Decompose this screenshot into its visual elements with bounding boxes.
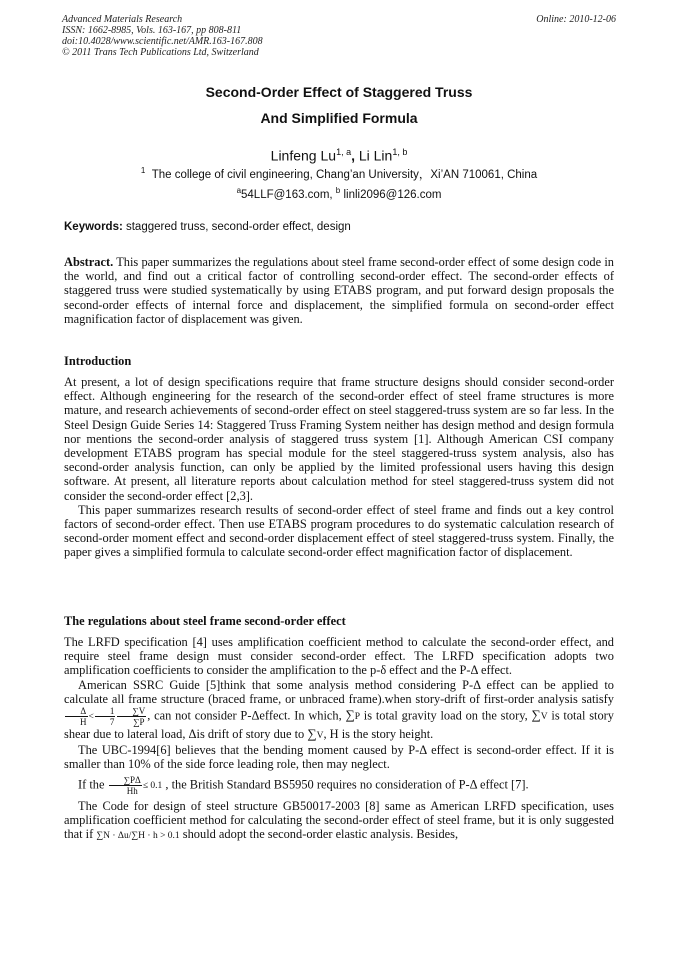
email-line	[62, 184, 616, 202]
reg-p2-text-e: , H is the story height.	[323, 727, 434, 742]
sum-p-symbol	[345, 708, 360, 722]
eq2-relation: ≤ 0.1	[142, 780, 163, 791]
paper-title-line1: Second-Order Effect of Staggered Truss	[205, 84, 473, 100]
reg-p4-text-a: If the	[78, 776, 108, 791]
paper-title-line2: And Simplified Formula	[260, 110, 418, 126]
journal-header	[62, 14, 616, 58]
affiliation-number: 1	[140, 166, 146, 175]
sum-v-letter-1: V	[540, 712, 548, 723]
journal-issn: ISSN: 1662-8985, Vols. 163-167, pp 808-811	[62, 25, 242, 36]
keywords-label: Keywords:	[64, 221, 123, 233]
email-b-sup: b	[335, 186, 341, 195]
author-2: Li Lin	[358, 147, 393, 164]
eq1-num-one: 1	[95, 706, 116, 717]
author-1: Linfeng Lu	[270, 147, 337, 164]
journal-name: Advanced Materials Research	[62, 14, 183, 25]
regulations-body	[64, 635, 614, 843]
eq1-den-sump: ∑P	[133, 717, 145, 728]
sum-p-letter: P	[354, 712, 361, 723]
sigma-glyph-3: ∑	[307, 726, 317, 742]
reg-p5-text-a: The Code for design of steel structure GB50017-2003 [8] same as American LRFD specification, uses amplification coefficient method for calculating the second-order effect of steel frame, but it is only suggested that if	[64, 798, 614, 842]
email-a-sup: a	[236, 186, 242, 195]
bs5950-equation	[108, 774, 163, 796]
eq1-den-h: H	[80, 717, 87, 728]
journal-copyright: © 2011 Trans Tech Publications Ltd, Switzerland	[62, 47, 259, 58]
sum-v-symbol-2	[307, 727, 323, 741]
eq1-num-delta: Δ	[65, 706, 88, 717]
abstract-label: Abstract.	[64, 255, 114, 269]
author-1-sup: 1, a	[336, 147, 352, 157]
email-b: linli2096@126.com	[343, 188, 442, 201]
author-2-sup: 1, b	[392, 147, 408, 157]
introduction-body	[64, 375, 614, 560]
reg-p5-text-b: should adopt the second-order elastic analysis. Besides,	[179, 827, 459, 842]
affiliation-text: The college of civil engineering, Chang’an University，Xi’AN 710061, China	[151, 168, 538, 181]
author-line	[62, 144, 616, 164]
introduction-heading: Introduction	[64, 354, 132, 368]
regulations-paragraph-2	[64, 678, 614, 744]
regulations-paragraph-3: The UBC-1994[6] believes that the bending moment caused by P-Δ effect is second-order effect. If it is smaller than 10% of the side force leading role, then may neglect.	[64, 743, 614, 772]
online-date: Online: 2010-12-06	[536, 14, 616, 25]
eq1-num-sumv: ∑V	[117, 706, 146, 717]
eq1-lt: <	[88, 712, 94, 723]
sigma-glyph-2: ∑	[531, 707, 541, 723]
eq2-num: ∑PΔ	[109, 775, 142, 786]
affiliation	[62, 164, 616, 182]
journal-doi: doi:10.4028/www.scientific.net/AMR.163-167.808	[62, 36, 263, 47]
introduction-paragraph-1: At present, a lot of design specifications require that frame structure designs should consider second-order effect. Although engineering for the research of the second-order effect of steel frame structures is more mature, and research achievements of second-order effect on steel staggered-truss system are so far less. In the Steel Design Guide Series 14: Staggered Truss Framing System neither has design method and design formula nor mentions the second-order analysis of staggered truss system [1]. Although American CSI company development ETABS program has special module for the steel staggered-truss system analysis, also has second-order analysis function, can only be applied by the limited professional users having this design software. At present, all literature reports about calculation method for steel staggered-truss system did not consider the second-order effect [2,3].	[64, 375, 614, 503]
keywords	[64, 220, 616, 234]
eq2-den: Hh	[126, 785, 138, 796]
reg-p2-text-a: American SSRC Guide [5]think that some analysis method considering P-Δ effect can be applied to calculate all frame structure (braced frame, or unbraced frame).when story-drift of first-order analysis satisfy	[64, 677, 614, 706]
reg-p2-text-b: , can not consider P-Δeffect. In which,	[147, 708, 346, 723]
reg-p2-text-d: is total story shear due to lateral load, Δis drift of story due to	[64, 708, 614, 742]
author-separator: ,	[351, 147, 359, 164]
introduction-paragraph-2: This paper summarizes research results of second-order effect of steel frame and finds out a key control factors of second-order effect. Then use ETABS program procedures to do systematic calculation research of second-order moment effect and second-order displacement effect of steel staggered-truss system. Finally, the paper gives a simplified formula to calculate second-order effect magnification factor of displacement.	[64, 502, 614, 560]
eq1-den-seven: 7	[109, 717, 115, 728]
drift-limit-equation	[64, 706, 147, 728]
abstract-text: This paper summarizes the regulations about steel frame second-order effect of some design code in the world, and find out a critical factor of controlling second-order effect. The second-order effects of staggered truss were studied systematically by using ETABS program, and put forward design proposals the second-order effects of internal force and displacement, the simplified formula on second-order effect magnification factor of displacement was given.	[64, 255, 614, 326]
gb50017-equation: ∑N · Δu/∑H · h > 0.1	[96, 831, 180, 842]
reg-p4-text-b: , the British Standard BS5950 requires no consideration of P-Δ effect [7].	[162, 776, 529, 791]
sigma-glyph-1: ∑	[345, 707, 355, 723]
regulations-paragraph-1: The LRFD specification [4] uses amplification coefficient method to calculate the second-order effect, and require steel frame design must consider second-order effect. The LRFD specification adopts two amplification coefficients to consider the amplification to the p-δ effect and the P-Δ effect.	[64, 635, 614, 678]
abstract	[64, 255, 614, 326]
keywords-text: staggered truss, second-order effect, design	[122, 221, 351, 233]
sum-v-symbol-1	[531, 708, 547, 722]
reg-p2-text-c: is total gravity load on the story,	[360, 708, 532, 723]
sum-v-letter-2: V	[316, 731, 324, 742]
email-a: 54LLF@163.com,	[241, 188, 336, 201]
regulations-paragraph-4	[64, 775, 614, 796]
regulations-paragraph-5	[64, 799, 614, 844]
regulations-heading: The regulations about steel frame second-order effect	[64, 614, 346, 628]
